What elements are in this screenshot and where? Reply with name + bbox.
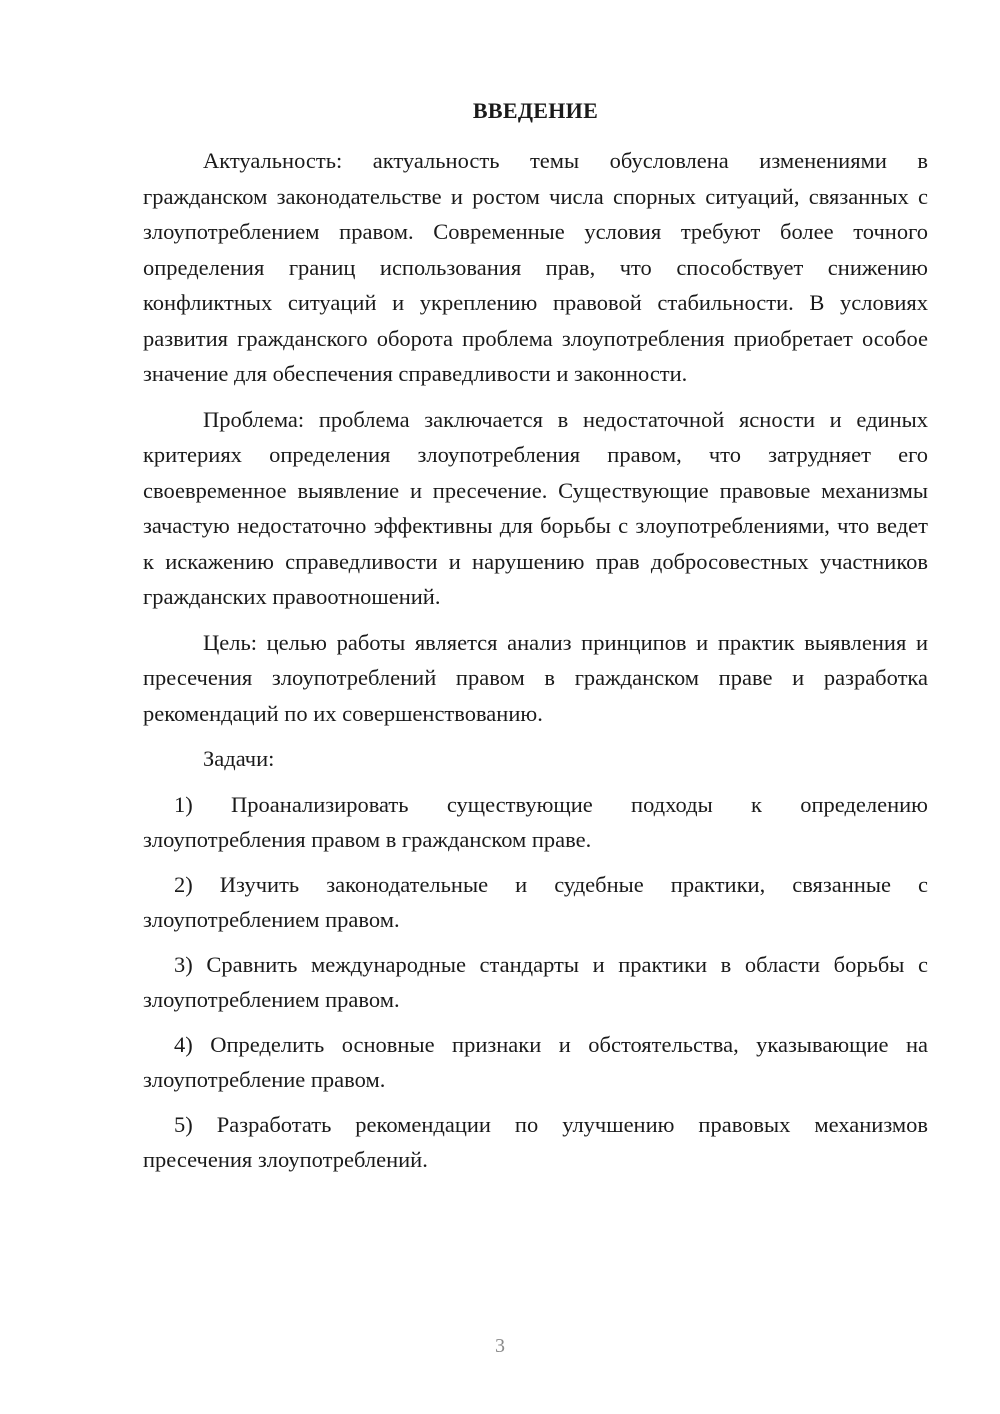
task-item-2: 2) Изучить законодательные и судебные практики, связанные с злоупотреблением правом. bbox=[143, 871, 928, 932]
page-number: 3 bbox=[495, 1335, 505, 1357]
document-body bbox=[143, 143, 928, 1187]
paragraph-problem: Проблема: проблема заключается в недостаточной ясности и единых критериях определения злоупотребления правом, что затрудняет его своевременное выявление и пресечение. Существующие правовые механизмы зачастую недостаточно эффективны для борьбы с злоупотреблениями, что ведет к искажению справедливости и нарушению прав добросовестных участников гражданских правоотношений. bbox=[143, 406, 928, 609]
task-item-5: 5) Разработать рекомендации по улучшению правовых механизмов пресечения злоупотреблений. bbox=[143, 1111, 928, 1172]
section-heading: ВВЕДЕНИЕ bbox=[472, 98, 599, 123]
tasks-label: Задачи: bbox=[203, 746, 275, 771]
paragraph-relevance: Актуальность: актуальность темы обусловлена изменениями в гражданском законодательстве и ростом числа спорных ситуаций, связанных с злоупотреблением правом. Современные условия требуют более точного определения границ использования прав, что способствует снижению конфликтных ситуаций и укреплению правовой стабильности. В условиях развития гражданского оборота проблема злоупотребления приобретает особое значение для обеспечения справедливости и законности. bbox=[143, 148, 928, 386]
task-item-3: 3) Сравнить международные стандарты и практики в области борьбы с злоупотреблением правом. bbox=[143, 951, 928, 1012]
task-item-1: 1) Проанализировать существующие подходы к определению злоупотребления правом в гражданском праве. bbox=[143, 791, 928, 852]
paragraph-goal: Цель: целью работы является анализ принципов и практик выявления и пресечения злоупотреблений правом в гражданском праве и разработка рекомендаций по их совершенствованию. bbox=[143, 629, 928, 726]
task-item-4: 4) Определить основные признаки и обстоятельства, указывающие на злоупотребление правом. bbox=[143, 1031, 928, 1092]
